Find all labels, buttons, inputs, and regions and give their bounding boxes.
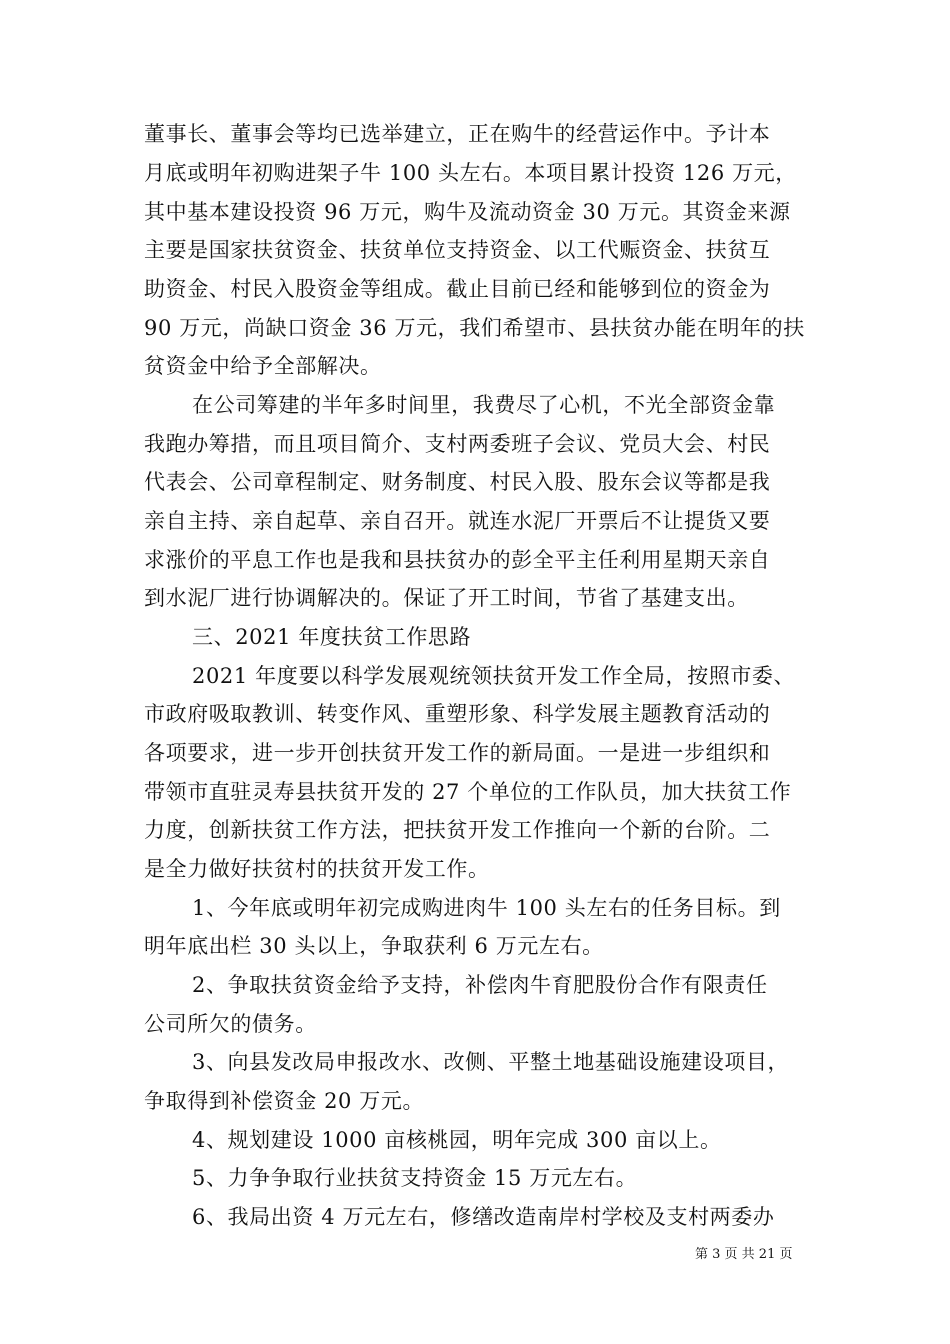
text-line: 我跑办筹措，而且项目简介、支村两委班子会议、党员大会、村民	[144, 432, 771, 456]
list-item: 6、我局出资 4 万元左右，修缮改造南岸村学校及支村两委办	[192, 1205, 775, 1229]
text-line: 月底或明年初购进架子牛 100 头左右。本项目累计投资 126 万元，	[144, 161, 797, 185]
text-line: 力度，创新扶贫工作方法，把扶贫开发工作推向一个新的台阶。二	[144, 818, 771, 842]
list-item: 3、向县发改局申报改水、改侧、平整土地基础设施建设项目，	[192, 1050, 790, 1074]
text-line: 其中基本建设投资 96 万元，购牛及流动资金 30 万元。其资金来源	[144, 200, 791, 224]
page-number: 第 3 页 共 21 页	[695, 1247, 793, 1262]
list-item: 2、争取扶贫资金给予支持，补偿肉牛育肥股份合作有限责任	[192, 973, 768, 997]
text-line: 带领市直驻灵寿县扶贫开发的 27 个单位的工作队员，加大扶贫工作	[144, 780, 792, 804]
text-line: 求涨价的平息工作也是我和县扶贫办的彭全平主任利用星期天亲自	[144, 548, 771, 572]
list-item: 4、规划建设 1000 亩核桃园，明年完成 300 亩以上。	[192, 1128, 722, 1152]
text-line: 亲自主持、亲自起草、亲自召开。就连水泥厂开票后不让提货又要	[144, 509, 771, 533]
text-line: 90 万元，尚缺口资金 36 万元，我们希望市、县扶贫办能在明年的扶	[144, 316, 805, 340]
list-item: 5、力争争取行业扶贫支持资金 15 万元左右。	[192, 1166, 638, 1190]
text-line: 贫资金中给予全部解决。	[144, 354, 382, 378]
text-line: 各项要求，进一步开创扶贫开发工作的新局面。一是进一步组织和	[144, 741, 771, 765]
text-line: 是全力做好扶贫村的扶贫开发工作。	[144, 857, 490, 881]
text-line: 在公司筹建的半年多时间里，我费尽了心机，不光全部资金靠	[192, 393, 776, 417]
text-line: 明年底出栏 30 头以上，争取获利 6 万元左右。	[144, 934, 604, 958]
text-line: 助资金、村民入股资金等组成。截止目前已经和能够到位的资金为	[144, 277, 771, 301]
list-item: 1、今年底或明年初完成购进肉牛 100 头左右的任务目标。到	[192, 896, 781, 920]
text-line: 代表会、公司章程制定、财务制度、村民入股、股东会议等都是我	[144, 470, 771, 494]
text-line: 董事长、董事会等均已选举建立，正在购牛的经营运作中。予计本	[144, 122, 771, 146]
text-line: 2021 年度要以科学发展观统领扶贫开发工作全局，按照市委、	[192, 664, 796, 688]
section-heading: 三、2021 年度扶贫工作思路	[192, 625, 472, 649]
text-line: 主要是国家扶贫资金、扶贫单位支持资金、以工代赈资金、扶贫互	[144, 238, 771, 262]
text-line: 市政府吸取教训、转变作风、重塑形象、科学发展主题教育活动的	[144, 702, 771, 726]
text-line: 争取得到补偿资金 20 万元。	[144, 1089, 425, 1113]
text-line: 公司所欠的债务。	[144, 1012, 317, 1036]
text-line: 到水泥厂进行协调解决的。保证了开工时间，节省了基建支出。	[144, 586, 749, 610]
